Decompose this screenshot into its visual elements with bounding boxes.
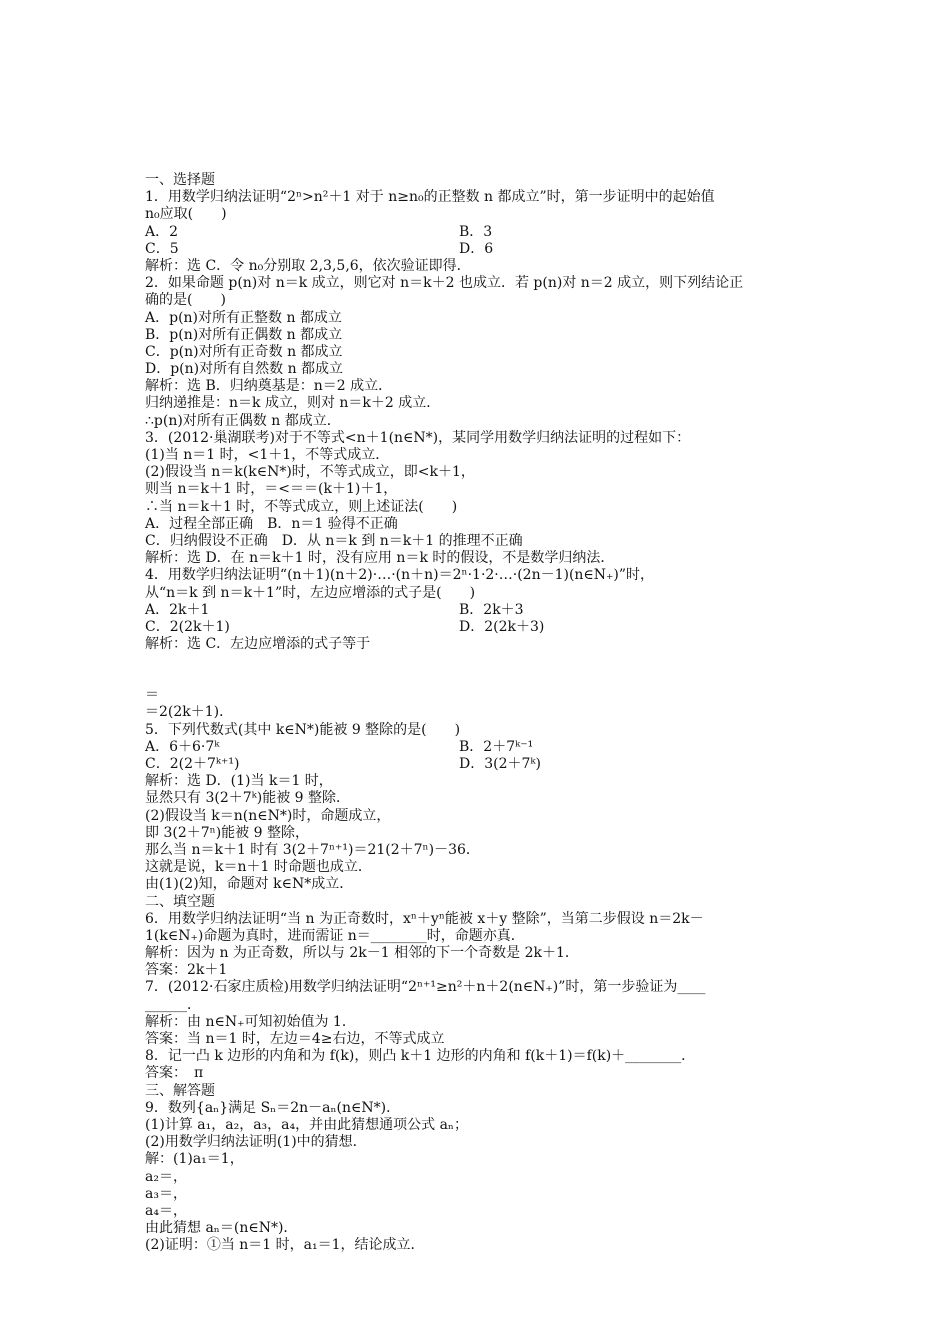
formula-gap bbox=[145, 653, 815, 687]
option-b: B．2＋7ᵏ⁻¹ bbox=[459, 738, 534, 755]
options-row bbox=[145, 241, 815, 258]
option-a: A．2k＋1 bbox=[145, 601, 210, 618]
option-d: D．2(2k＋3) bbox=[459, 618, 545, 635]
question-2: 2．如果命题 p(n)对 n＝k 成立，则它对 n＝k＋2 也成立．若 p(n)对 n＝2 成立，则下列结论正 bbox=[145, 275, 744, 292]
option-c: C．2(2k＋1) bbox=[145, 618, 230, 635]
question-6: 6．用数学归纳法证明“当 n 为正奇数时，xⁿ＋yⁿ能被 x＋y 整除”，当第二步假设 n＝2k－ bbox=[145, 910, 704, 927]
question-6-cont: 1(k∈N₊)命题为真时，进而需证 n＝________时，命题亦真． bbox=[145, 927, 525, 944]
answer-explanation: 解析：由 n∈N₊可知初始值为 1． bbox=[145, 1013, 356, 1030]
question-4-cont: 从“n＝k 到 n＝k＋1”时，左边应增添的式子是( ) bbox=[145, 584, 476, 601]
option-d: D．6 bbox=[459, 240, 494, 257]
answer-line: 答案：当 n＝1 时，左边＝4≥右边，不等式成立 bbox=[145, 1031, 445, 1047]
answer-explanation: 解析：因为 n 为正奇数，所以与 2k－1 相邻的下一个奇数是 2k＋1． bbox=[145, 945, 579, 962]
option-b: B．3 bbox=[459, 223, 493, 240]
options-row bbox=[145, 224, 815, 241]
exercise-text bbox=[145, 172, 815, 1254]
option-d: D．3(2＋7ᵏ) bbox=[459, 756, 541, 772]
answer-explanation: 解析：选 C．令 n₀分别取 2,3,5,6，依次验证即得． bbox=[145, 257, 471, 274]
question-7: 7．(2012·石家庄质检)用数学归纳法证明“2ⁿ⁺¹≥n²＋n＋2(n∈N₊)”时，第一步验证为____ bbox=[145, 979, 706, 996]
options-cd: C．归纳假设不正确 D．从 n＝k 到 n＝k＋1 的推理不正确 bbox=[145, 532, 523, 549]
section-heading: 三、解答题 bbox=[145, 1082, 215, 1099]
question-9-part: (1)计算 a₁，a₂，a₃，a₄，并由此猜想通项公式 aₙ； bbox=[145, 1116, 468, 1133]
formula-line: ＝ bbox=[145, 687, 159, 704]
question-1: 1．用数学归纳法证明“2ⁿ>n²＋1 对于 n≥n₀的正整数 n 都成立”时，第一步证明中的起始值 bbox=[145, 189, 715, 206]
answer-line: 答案：2k＋1 bbox=[145, 962, 228, 979]
question-5: 5．下列代数式(其中 k∈N*)能被 9 整除的是( ) bbox=[145, 721, 461, 738]
answer-line: 答案： π bbox=[145, 1065, 204, 1082]
option-c: C．2(2＋7ᵏ⁺¹) bbox=[145, 756, 240, 772]
proof-step: ∴当 n＝k＋1 时，不等式成立，则上述证法( ) bbox=[145, 498, 458, 515]
question-8: 8．记一凸 k 边形的内角和为 f(k)，则凸 k＋1 边形的内角和 f(k＋1)＝f(k)＋________． bbox=[145, 1048, 696, 1065]
answer-explanation: 即 3(2＋7ⁿ)能被 9 整除， bbox=[145, 824, 309, 841]
option-b: B．2k＋3 bbox=[459, 601, 524, 618]
answer-explanation: 解析：选 D．在 n＝k＋1 时，没有应用 n＝k 时的假设，不是数学归纳法． bbox=[145, 550, 615, 567]
proof-step: (2)假设当 n＝k(k∈N*)时，不等式成立，即<k＋1， bbox=[145, 464, 475, 481]
solution-line: 由此猜想 aₙ＝(n∈N*)． bbox=[145, 1220, 298, 1237]
answer-explanation: 解析：选 B．归纳奠基是：n＝2 成立． bbox=[145, 378, 393, 395]
question-1-cont: n₀应取( ) bbox=[145, 206, 227, 223]
options-row bbox=[145, 602, 815, 619]
option-d: D．p(n)对所有自然数 n 都成立 bbox=[145, 361, 344, 378]
solution-line: a₂＝， bbox=[145, 1168, 187, 1185]
answer-explanation: 归纳递推是：n＝k 成立，则对 n＝k＋2 成立． bbox=[145, 395, 441, 412]
options-row bbox=[145, 619, 815, 636]
option-c: C．5 bbox=[145, 240, 179, 257]
formula-line: ＝2(2k＋1)． bbox=[145, 704, 234, 721]
solution-line: 解：(1)a₁＝1， bbox=[145, 1151, 244, 1168]
question-7-cont: ______． bbox=[145, 996, 201, 1013]
option-b: B．p(n)对所有正偶数 n 都成立 bbox=[145, 326, 343, 343]
solution-line: a₄＝， bbox=[145, 1202, 187, 1219]
option-a: A．p(n)对所有正整数 n 都成立 bbox=[145, 309, 342, 326]
section-heading: 一、选择题 bbox=[145, 172, 215, 188]
question-9: 9．数列{aₙ}满足 Sₙ＝2n－aₙ(n∈N*)． bbox=[145, 1099, 401, 1116]
answer-explanation: (2)假设当 k＝n(n∈N*)时，命题成立， bbox=[145, 807, 391, 824]
question-2-cont: 确的是( ) bbox=[145, 292, 226, 309]
options-ab: A．过程全部正确 B．n＝1 验得不正确 bbox=[145, 515, 398, 532]
proof-step: (1)当 n＝1 时，<1＋1，不等式成立． bbox=[145, 447, 390, 463]
answer-explanation: 显然只有 3(2＋7ᵏ)能被 9 整除． bbox=[145, 790, 351, 807]
question-9-part: (2)用数学归纳法证明(1)中的猜想． bbox=[145, 1134, 367, 1151]
question-4: 4．用数学归纳法证明“(n＋1)(n＋2)·…·(n＋n)＝2ⁿ·1·2·…·(2n－1)(n∈N₊)”时， bbox=[145, 567, 655, 584]
question-3: 3．(2012·巢湖联考)对于不等式<n＋1(n∈N*)，某同学用数学归纳法证明的过程如下： bbox=[145, 429, 691, 446]
solution-line: (2)证明：①当 n＝1 时，a₁＝1，结论成立． bbox=[145, 1237, 425, 1254]
options-row bbox=[145, 739, 815, 756]
proof-step: 则当 n＝k＋1 时，＝<＝＝(k＋1)＋1， bbox=[145, 481, 398, 498]
section-heading: 二、填空题 bbox=[145, 893, 215, 910]
option-c: C．p(n)对所有正奇数 n 都成立 bbox=[145, 343, 343, 360]
option-a: A．2 bbox=[145, 223, 179, 240]
answer-explanation: 那么当 n＝k＋1 时有 3(2＋7ⁿ⁺¹)＝21(2＋7ⁿ)－36． bbox=[145, 841, 480, 858]
answer-explanation: 由(1)(2)知，命题对 k∈N*成立． bbox=[145, 876, 354, 893]
answer-explanation: 解析：选 D．(1)当 k＝1 时， bbox=[145, 773, 333, 790]
option-a: A．6＋6·7ᵏ bbox=[145, 738, 220, 755]
solution-line: a₃＝， bbox=[145, 1185, 187, 1202]
answer-explanation: ∴p(n)对所有正偶数 n 都成立． bbox=[145, 412, 341, 429]
options-row bbox=[145, 756, 815, 773]
answer-explanation: 这就是说，k＝n＋1 时命题也成立． bbox=[145, 859, 372, 876]
answer-explanation: 解析：选 C．左边应增添的式子等于 bbox=[145, 636, 371, 653]
